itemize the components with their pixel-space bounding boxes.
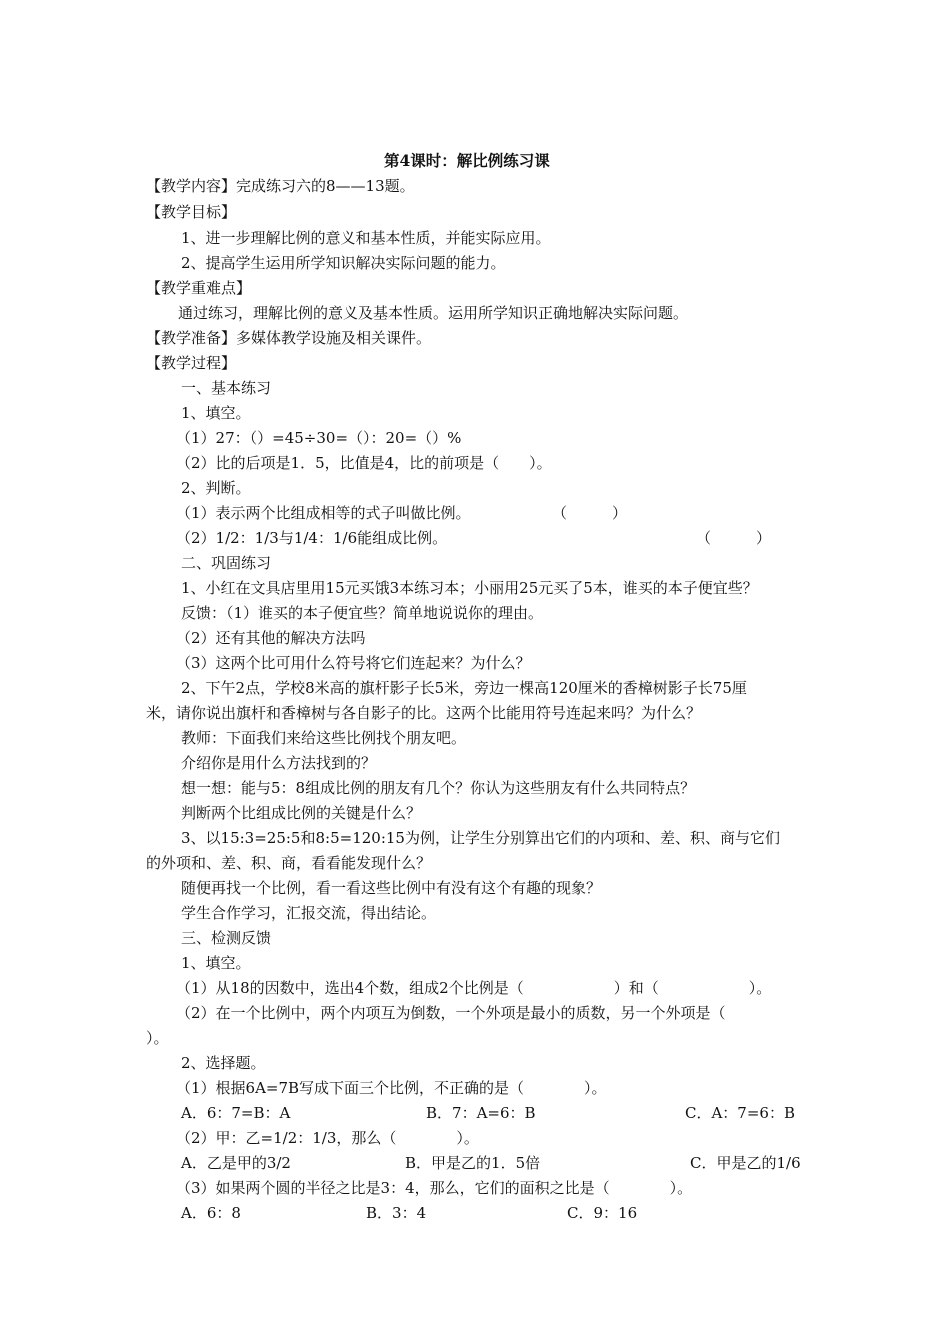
s3-choice-1-option-a: A．6：7=B：A (181, 1104, 291, 1122)
s3-choice-1-option-b: B．7：A=6：B (426, 1104, 536, 1122)
s1-judge-item-1: （1）表示两个比组成相等的式子叫做比例。 (176, 504, 471, 522)
teaching-content: 【教学内容】完成练习六的8——13题。 (146, 177, 415, 195)
s3-fill-item-2-line-1: （2）在一个比例中，两个内项互为倒数，一个外项是最小的质数，另一个外项是（ (176, 1004, 726, 1022)
s2-coop-line: 学生合作学习，汇报交流，得出结论。 (181, 904, 437, 922)
section-2-heading: 二、巩固练习 (181, 554, 272, 572)
s3-choice-heading: 2、选择题。 (181, 1054, 266, 1072)
s2-q1-feedback-3: （3）这两个比可用什么符号将它们连起来？为什么？ (176, 654, 531, 672)
s1-judge-heading: 2、判断。 (181, 479, 251, 497)
s1-fill-item-2: （2）比的后项是1．5，比值是4，比的前项是（ ）。 (176, 454, 552, 472)
key-points-text: 通过练习，理解比例的意义及基本性质。运用所学知识正确地解决实际问题。 (178, 304, 689, 322)
page-title: 第4课时：解比例练习课 (384, 151, 550, 170)
s3-choice-3-option-c: C．9：16 (567, 1204, 638, 1222)
s1-judge-item-2-paren: （ ） (696, 529, 772, 547)
s3-choice-2: （2）甲：乙=1/2：1/3，那么（ ）。 (176, 1129, 479, 1147)
process-heading: 【教学过程】 (146, 354, 237, 372)
goals-heading: 【教学目标】 (146, 203, 237, 221)
s2-question-2-line-2: 米，请你说出旗杆和香樟树与各自影子的比。这两个比能用符号连起来吗？为什么？ (146, 704, 702, 722)
s2-q1-feedback-2: （2）还有其他的解决方法吗 (176, 629, 366, 647)
s3-fill-heading: 1、填空。 (181, 954, 251, 972)
s2-key-line: 判断两个比组成比例的关键是什么？ (181, 804, 422, 822)
s2-question-2-line-1: 2、下午2点，学校8米高的旗杆影子长5米，旁边一棵高120厘米的香樟树影子长75厘 (181, 679, 747, 697)
preparation: 【教学准备】多媒体教学设施及相关课件。 (146, 329, 432, 347)
s2-teacher-line: 教师：下面我们来给这些比例找个朋友吧。 (181, 729, 467, 747)
s1-fill-heading: 1、填空。 (181, 404, 251, 422)
s2-q1-feedback-1: 反馈：（1）谁买的本子便宜些？简单地说说你的理由。 (181, 604, 544, 622)
s2-question-3-line-1: 3、以15:3=25:5和8:5=120:15为例，让学生分别算出它们的内项和、差、积、商与它们 (181, 829, 780, 847)
section-3-heading: 三、检测反馈 (181, 929, 272, 947)
s3-choice-1-option-c: C．A：7=6：B (685, 1104, 795, 1122)
s2-question-1: 1、小红在文具店里用15元买饿3本练习本；小丽用25元买了5本，谁买的本子便宜些？ (181, 579, 758, 597)
s3-choice-2-option-c: C．甲是乙的1/6 (690, 1154, 801, 1172)
s2-question-3-line-2: 的外项和、差、积、商，看看能发现什么？ (146, 854, 432, 872)
s3-choice-2-option-a: A．乙是甲的3/2 (181, 1154, 291, 1172)
s3-choice-2-option-b: B．甲是乙的1．5倍 (405, 1154, 541, 1172)
section-1-heading: 一、基本练习 (181, 379, 272, 397)
s3-choice-3-option-a: A．6：8 (181, 1204, 241, 1222)
s1-judge-item-1-paren: （ ） (552, 504, 628, 522)
s1-judge-item-2: （2）1/2：1/3与1/4：1/6能组成比例。 (176, 529, 448, 547)
s2-think-line: 想一想：能与5：8组成比例的朋友有几个？你认为这些朋友有什么共同特点？ (181, 779, 696, 797)
s3-choice-1: （1）根据6A=7B写成下面三个比例，不正确的是（ ）。 (176, 1079, 607, 1097)
s3-choice-3-option-b: B．3：4 (366, 1204, 427, 1222)
goal-1: 1、进一步理解比例的意义和基本性质，并能实际应用。 (181, 229, 551, 247)
s3-choice-3: （3）如果两个圆的半径之比是3：4，那么，它们的面积之比是（ ）。 (176, 1179, 693, 1197)
s3-fill-item-2-line-2: ）。 (146, 1029, 169, 1047)
s2-intro-line: 介绍你是用什么方法找到的？ (181, 754, 377, 772)
s3-fill-item-1: （1）从18的因数中，选出4个数，组成2个比例是（ ）和（ ）。 (176, 979, 772, 997)
goal-2: 2、提高学生运用所学知识解决实际问题的能力。 (181, 254, 506, 272)
s1-fill-item-1: （1）27：（）=45÷30=（）：20=（）% (176, 429, 462, 447)
s2-random-line: 随便再找一个比例，看一看这些比例中有没有这个有趣的现象？ (181, 879, 602, 897)
key-points-heading: 【教学重难点】 (146, 279, 252, 297)
